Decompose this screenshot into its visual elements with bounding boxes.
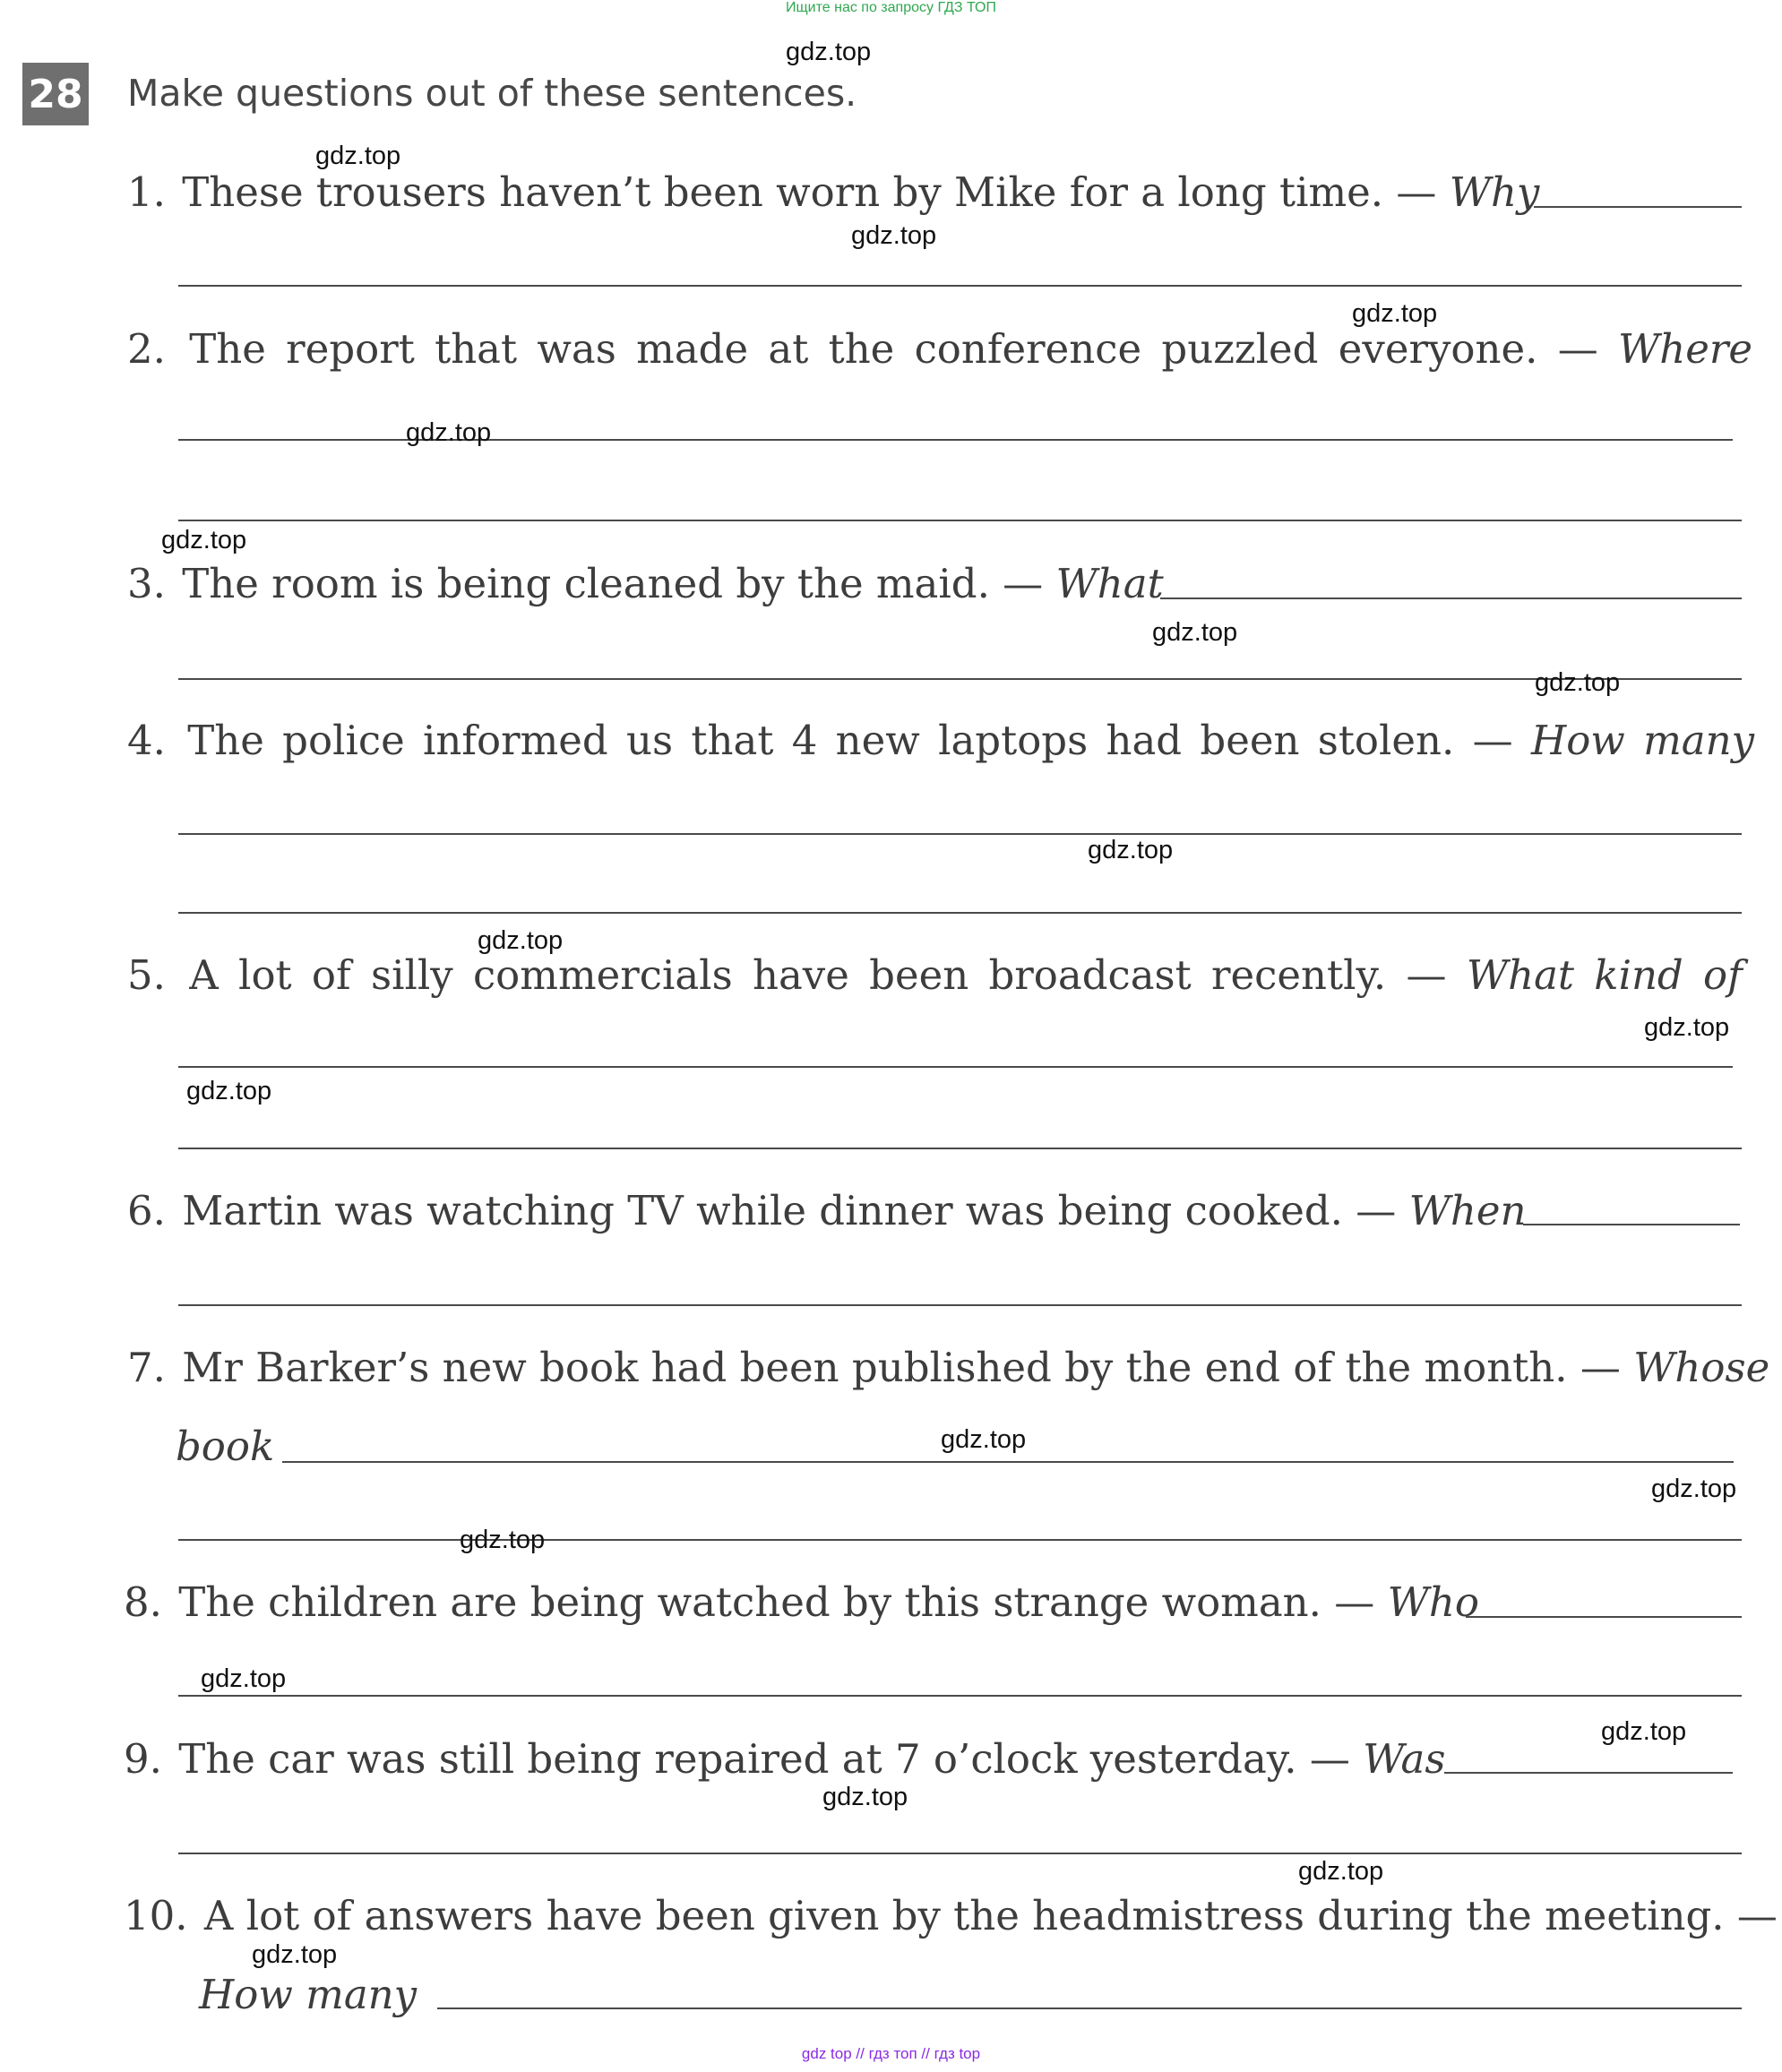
item-number: 5.: [127, 951, 166, 999]
watermark: gdz.top: [786, 38, 872, 66]
item-sentence: The car was still being repaired at 7 o’clock yesterday. —: [178, 1735, 1350, 1783]
answer-line[interactable]: [1534, 206, 1742, 208]
watermark: gdz.top: [161, 526, 247, 555]
question-item-10: [124, 1892, 1778, 1939]
answer-line[interactable]: [437, 2008, 1742, 2009]
question-item-8: [124, 1578, 1479, 1626]
answer-line[interactable]: [178, 1066, 1733, 1068]
watermark: gdz.top: [1644, 1013, 1730, 1042]
exercise-title: Make questions out of these sentences.: [127, 72, 857, 115]
question-item-6: [127, 1187, 1526, 1234]
item-number: 7.: [127, 1344, 166, 1391]
watermark: gdz.top: [1651, 1474, 1737, 1503]
item-sentence: The room is being cleaned by the maid. —: [182, 560, 1044, 607]
question-item-7: [127, 1344, 1769, 1391]
answer-line[interactable]: [178, 285, 1742, 287]
item-cue: Who: [1387, 1578, 1479, 1626]
item-cue-continuation: book: [176, 1423, 275, 1470]
question-item-9: [124, 1735, 1445, 1783]
watermark: gdz.top: [1352, 299, 1438, 328]
answer-line[interactable]: [178, 833, 1742, 835]
watermark: gdz.top: [201, 1664, 287, 1693]
top-banner: Ищите нас по запросу ГДЗ ТОП: [786, 0, 996, 15]
watermark: gdz.top: [1298, 1857, 1384, 1886]
watermark: gdz.top: [1088, 836, 1174, 864]
answer-line[interactable]: [178, 1148, 1742, 1149]
item-number: 8.: [124, 1578, 162, 1626]
item-sentence: A lot of silly commercials have been broadcast recently. —: [189, 951, 1447, 999]
answer-line[interactable]: [178, 678, 1742, 680]
answer-line[interactable]: [178, 520, 1742, 521]
answer-line[interactable]: [178, 1853, 1742, 1854]
item-sentence: The police informed us that 4 new laptops had been stolen. —: [187, 717, 1513, 764]
item-cue: Was: [1363, 1735, 1446, 1783]
item-cue: What kind of: [1466, 951, 1743, 999]
item-sentence: The report that was made at the conference puzzled everyone. —: [189, 325, 1598, 373]
watermark: gdz.top: [478, 926, 564, 955]
footer-text: gdz top // гдз топ // гдз top: [801, 2045, 981, 2062]
watermark: gdz.top: [315, 142, 401, 170]
question-item-5: [127, 951, 1743, 999]
watermark: gdz.top: [1152, 618, 1238, 647]
item-cue: Where: [1618, 325, 1753, 373]
answer-line[interactable]: [178, 1695, 1742, 1697]
watermark: gdz.top: [186, 1077, 272, 1105]
question-item-1: [127, 168, 1539, 216]
watermark: gdz.top: [822, 1783, 908, 1811]
item-number: 6.: [127, 1187, 166, 1234]
item-cue: What: [1055, 560, 1164, 607]
answer-line[interactable]: [1444, 1772, 1733, 1774]
item-number: 9.: [124, 1735, 162, 1783]
answer-line[interactable]: [178, 912, 1742, 914]
item-number: 1.: [127, 168, 166, 216]
watermark: gdz.top: [460, 1526, 546, 1554]
item-sentence: The children are being watched by this strange woman. —: [178, 1578, 1375, 1626]
item-sentence: A lot of answers have been given by the headmistress during the meeting. —: [203, 1892, 1778, 1939]
question-item-3: [127, 560, 1164, 607]
item-number: 3.: [127, 560, 166, 607]
question-item-2: [127, 325, 1752, 373]
answer-line[interactable]: [178, 1304, 1742, 1306]
item-cue: Why: [1449, 168, 1540, 216]
item-cue: Whose: [1633, 1344, 1770, 1391]
item-sentence: Mr Barker’s new book had been published by the end of the month. —: [182, 1344, 1621, 1391]
question-item-4: [127, 717, 1754, 764]
answer-line[interactable]: [282, 1461, 1734, 1463]
watermark: gdz.top: [406, 418, 492, 447]
item-cue: How many: [1530, 717, 1755, 764]
answer-line[interactable]: [178, 1539, 1742, 1541]
watermark: gdz.top: [1601, 1717, 1687, 1746]
watermark: gdz.top: [252, 1940, 338, 1969]
answer-line[interactable]: [1160, 598, 1742, 599]
item-cue: How many: [199, 1971, 418, 2018]
item-number: 10.: [124, 1892, 188, 1939]
exercise-number-badge: 28: [22, 63, 89, 125]
watermark: gdz.top: [941, 1425, 1027, 1454]
answer-line[interactable]: [1523, 1224, 1740, 1225]
item-number: 4.: [127, 717, 166, 764]
item-sentence: These trousers haven’t been worn by Mike for a long time. —: [182, 168, 1437, 216]
item-cue: When: [1408, 1187, 1527, 1234]
answer-line[interactable]: [1466, 1616, 1742, 1618]
item-sentence: Martin was watching TV while dinner was being cooked. —: [182, 1187, 1397, 1234]
item-number: 2.: [127, 325, 166, 373]
watermark: gdz.top: [851, 221, 937, 250]
watermark: gdz.top: [1535, 668, 1621, 697]
